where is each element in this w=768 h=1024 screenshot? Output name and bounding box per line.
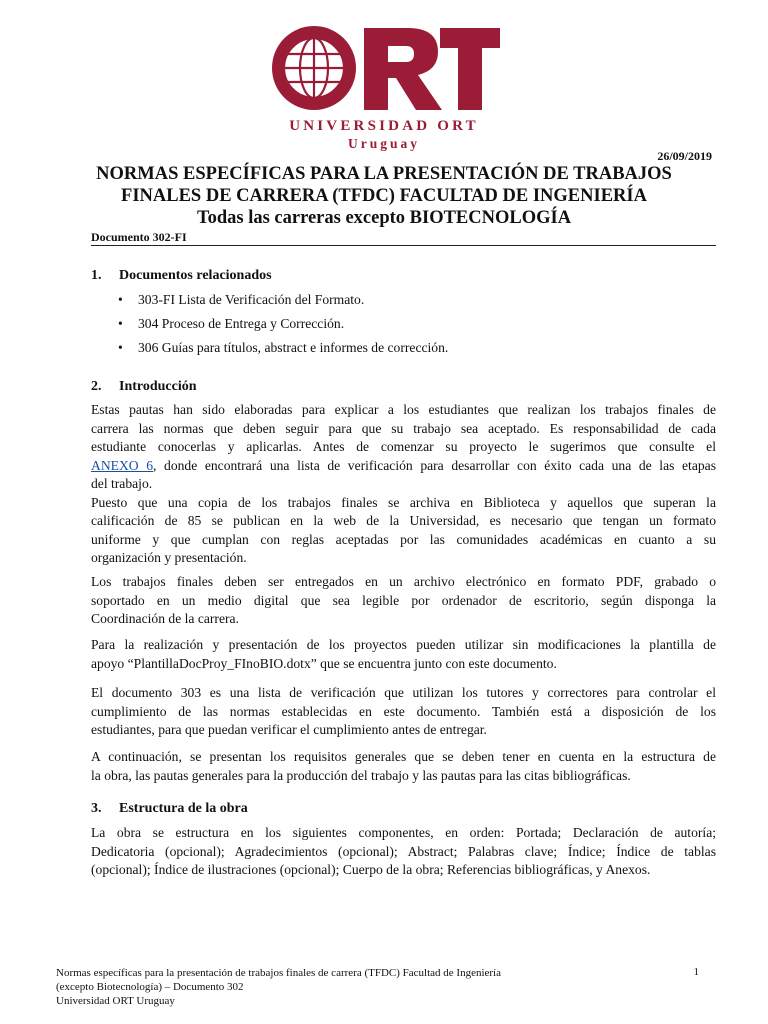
- section-heading-introduction: [91, 378, 197, 396]
- footer-line: Universidad ORT Uruguay: [56, 995, 175, 1007]
- list-item: • 303-FI Lista de Verificación del Formato.: [91, 291, 448, 315]
- document-subtitle: Todas las carreras excepto BIOTECNOLOGÍA: [196, 208, 572, 228]
- anexo-6-link[interactable]: ANEXO 6: [91, 457, 153, 473]
- section-number: 2.: [91, 379, 102, 394]
- intro-paragraph-5: El documento 303 es una lista de verificación que utilizan los tutores y correctores para controlar el cumplimiento de las normas establecidas en este documento. También está a disposición de los estudiantes, para que puedan verificar el cumplimiento antes de entregar.: [91, 685, 716, 737]
- footer-line: (excepto Biotecnología) – Documento 302: [56, 981, 244, 993]
- list-item: • 306 Guías para títulos, abstract e informes de corrección.: [91, 339, 448, 363]
- section-heading-related-docs: [91, 267, 272, 285]
- section-number: 1.: [91, 268, 102, 283]
- ort-logo-mark: [268, 22, 500, 114]
- page-footer: [56, 966, 501, 1008]
- intro-paragraph-3: Los trabajos finales deben ser entregados en un archivo electrónico en formato PDF, grabado o soportado en un medio digital que sea legible por ordenador de escritorio, según disponga la Coordinación de la carrera.: [91, 574, 716, 626]
- document-title-line-1: NORMAS ESPECÍFICAS PARA LA PRESENTACIÓN DE TRABAJOS: [96, 164, 672, 184]
- page-number: 1: [693, 966, 699, 978]
- header-divider: [91, 245, 716, 246]
- list-item: • 304 Proceso de Entrega y Corrección.: [91, 315, 448, 339]
- footer-line: Normas específicas para la presentación de trabajos finales de carrera (TFDC) Facultad de Ingeniería: [56, 967, 501, 979]
- intro-paragraph-6: A continuación, se presentan los requisitos generales que se deben tener en cuenta en la estructura de la obra, las pautas generales para la producción del trabajo y las pautas para las citas bibliográficas.: [91, 749, 716, 783]
- structure-paragraph: La obra se estructura en los siguientes componentes, en orden: Portada; Declaración de autoría; Dedicatoria (opcional); Agradecimientos (opcional); Abstract; Palabras clave; Índice; Índice de tablas (opcional); Índice de ilustraciones (opcional); Cuerpo de la obra; Referencias bibliográficas, y Anexos.: [91, 825, 716, 877]
- university-name: UNIVERSIDAD ORT: [289, 118, 479, 134]
- section-number: 3.: [91, 801, 102, 816]
- document-date: 26/09/2019: [657, 149, 712, 163]
- intro-paragraph-4: Para la realización y presentación de los proyectos pueden utilizar sin modificaciones la plantilla de apoyo “PlantillaDocProy_FInoBIO.dotx” que se encuentra junto con este documento.: [91, 637, 716, 671]
- section-heading-structure: [91, 800, 248, 818]
- university-country: Uruguay: [347, 136, 420, 151]
- intro-paragraph-1: Estas pautas han sido elaboradas para explicar a los estudiantes que realizan los trabajos finales de carrera las normas que deben seguir para que su trabajo sea aceptado. Es responsabilidad de cada estudiante conocerlas y aplicarlas. Antes de comenzar su proyecto le sugerimos que consulte el ANEXO 6, donde encontrará una lista de verificación para desarrollar con éxito cada una de las etapas del trabajo. Puesto que una copia de los trabajos finales se archiva en Biblioteca y aquellos que superan la calificación de 85 se publican en la web de la Universidad, es necesario que tengan un formato uniforme y que cumplan con reglas aceptadas por las comunidades académicas en cuanto a su organización y presentación.: [91, 402, 716, 565]
- related-docs-list: [91, 291, 448, 363]
- document-number: Documento 302-FI: [91, 230, 187, 244]
- section-title: Estructura de la obra: [119, 801, 248, 816]
- document-title-line-2: FINALES DE CARRERA (TFDC) FACULTAD DE INGENIERÍA: [121, 186, 647, 206]
- section-title: Documentos relacionados: [119, 268, 272, 283]
- ort-logo-text: ORT: [268, 22, 270, 23]
- section-title: Introducción: [119, 379, 197, 394]
- ort-logo: [268, 22, 500, 151]
